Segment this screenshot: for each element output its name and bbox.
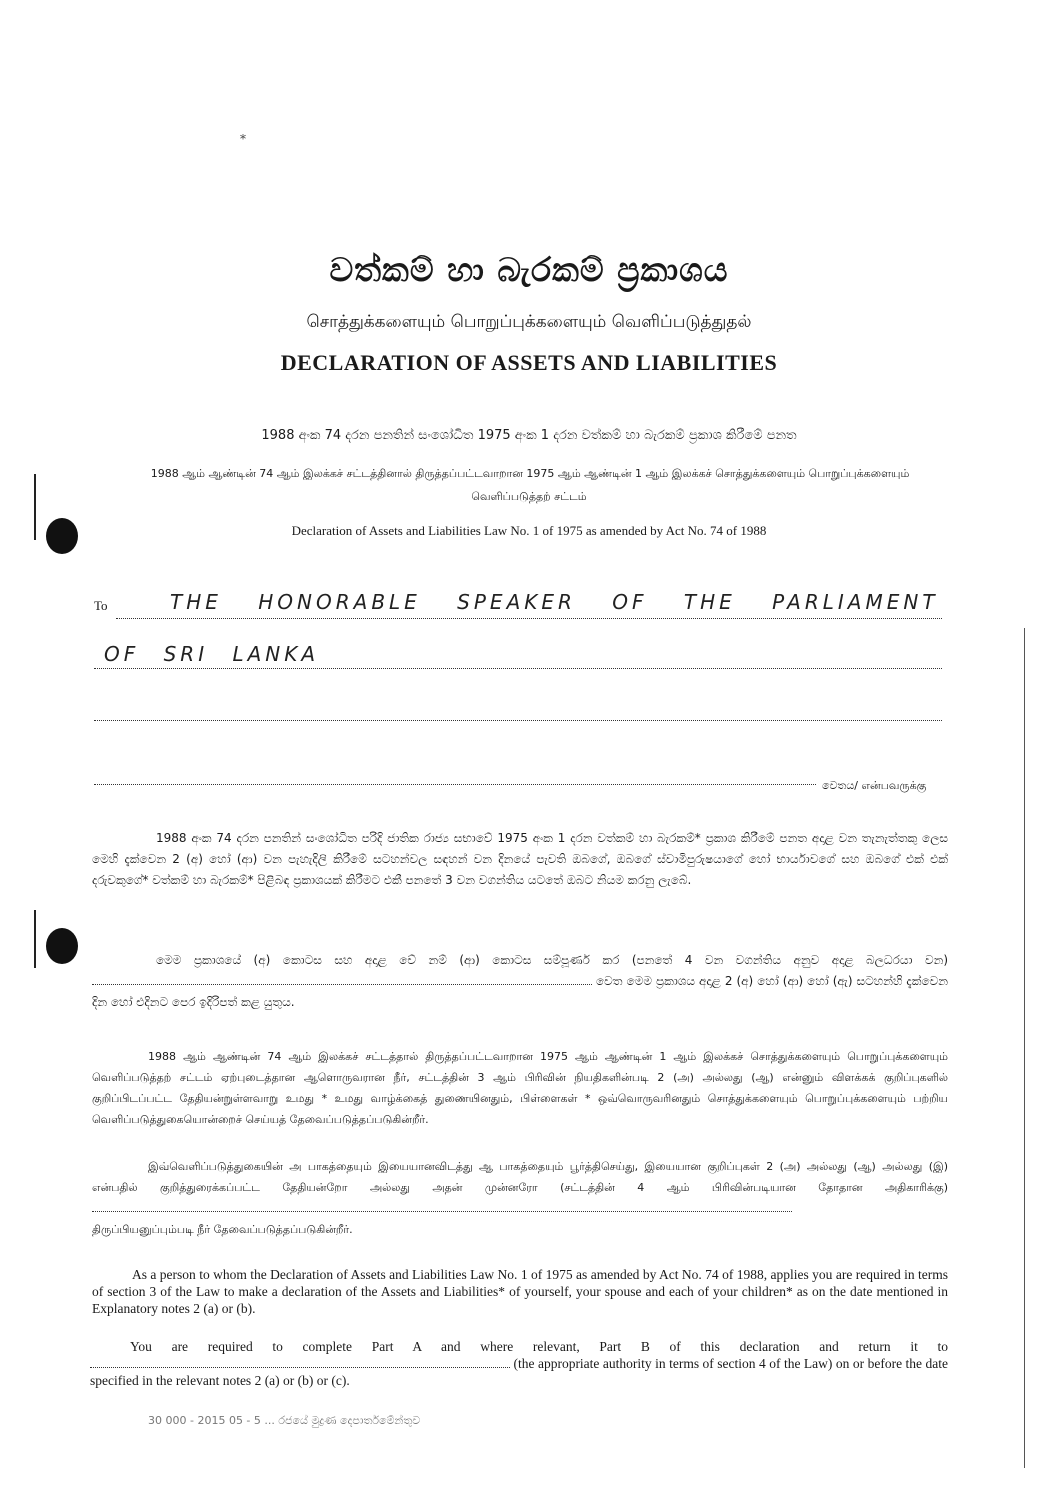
paragraph-tamil-1: 1988 ஆம் ஆண்டின் 74 ஆம் இலக்கச் சட்டத்தால் திருத்தப்பட்டவாறான 1975 ஆம் ஆண்டின் 1 ஆம் இலக்கச் சொத்துக்களையும் பொறுப்புக்களையும் வெளிப்படுத்தற் சட்டம் ஏற்புடைத்தான ஆளொருவரான நீர், சட்டத்தின் 3 ஆம் பிரிவின் நியதிகளின்படி 2 (அ) அல்லது (ஆ) என்னும் விளக்கக் குறிப்புகளில் குறிப்பிடப்பட்ட தேதியன்றுள்ளவாறு உமது * உமது வாழ்க்கைத் துணையினதும், பிள்ளைகள் * ஒவ்வொருவரினதும் சொத்துக்களையும் பொறுப்புக்களையும் பற்றிய வெளிப்படுத்துகையொன்றைச் செய்யத் தேவைப்படுத்தப்படுகின்றீர். — [92, 1050, 948, 1126]
address-line-4[interactable] — [94, 784, 816, 785]
law-reference-tamil-line1: 1988 ஆம் ஆண்டின் 74 ஆம் இலக்கச் சட்டத்தினால் திருத்தப்பட்டவாறான 1975 ஆம் ஆண்டின் 1 ஆம் இலக்கச் சொத்துக்களையும் பொறுப்புக்களையும் — [150, 467, 910, 480]
punch-hole-bottom — [46, 928, 78, 964]
address-line-3[interactable] — [94, 720, 942, 721]
address-line-1[interactable] — [116, 618, 942, 619]
address-handwritten-2: OF SRI LANKA — [104, 642, 320, 666]
paragraph-sinhala-2: මෙම ප්‍රකාශයේ (අ) කොටස සහ අදාළ වේ නම් (ආ) කොටස සම්පූර්ණ කර (පනතේ 4 වන වගන්තිය අනුව අදාළ බලධරයා වන) වෙත මෙම ප්‍රකාශය අදාළ 2 (අ) හෝ (ආ) හෝ (ඇ) සටහන්හි දැක්වෙන දින හෝ එදිනට පෙර ඉදිරිපත් කළ යුතුය. — [92, 953, 948, 1009]
title-sinhala: වත්කම් හා බැරකම් ප්‍රකාශය — [329, 250, 729, 289]
paragraph-tamil-2: இவ்வெளிப்படுத்துகையின் அ பாகத்தையும் இயையானவிடத்து ஆ பாகத்தையும் பூர்த்திசெய்து, இயையான குறிப்புகள் 2 (அ) அல்லது (ஆ) அல்லது (இ) என்பதில் குறித்துரைக்கப்பட்ட தேதியன்றோ அல்லது அதன் முன்னரோ (சட்டத்தின் 4 ஆம் பிரிவின்படியான தோதான அதிகாரிக்கு) திருப்பியனுப்பும்படி நீர் தேவைப்படுத்தப்படுகின்றீர். — [92, 1160, 948, 1236]
paragraph-english-1: As a person to whom the Declaration of Assets and Liabilities Law No. 1 of 1975 as amended by Act No. 74 of 1988, applies you are required in terms of section 3 of the Law to make a declaration of the Assets and Liabilities* of yourself, your spouse and each of your children* as on the date mentioned in Explanatory notes 2 (a) or (b). — [92, 1267, 948, 1316]
paragraph-english-2: You are required to complete Part A and where relevant, Part B of this declaration and return it to (the appropriate authority in terms of section 4 of the Law) on or before the date specified in the relevant notes 2 (a) or (b) or (c). — [90, 1339, 948, 1388]
paragraph-sinhala-1: 1988 අංක 74 දරන පනතින් සංශෝධිත පරිදි ජාතික රාජ්‍ය සභාවේ 1975 අංක 1 දරන වත්කම් හා බැරකම්* ප්‍රකාශ කිරීමේ පනත අදාළ වන තැනැත්තකු ලෙස මෙහි දැක්වෙන 2 (අ) හෝ (ආ) වන පැහැදිලි කිරීමේ සටහන්වල සඳහන් වන දිනයේ පැවති ඔබගේ, ඔබගේ ස්වාමිපුරුෂයාගේ හෝ භාර්යාවගේ සහ ඔබගේ එක් එක් දරුවකුගේ* වත්කම් හා බැරකම්* පිළිබඳ ප්‍රකාශයක් කිරීමට එකී පනතේ 3 වන වගන්තිය යටතේ ඔබට නියම කරනු ලැබේ. — [92, 831, 948, 887]
law-reference-english: Declaration of Assets and Liabilities Law No. 1 of 1975 as amended by Act No. 74 of 1988 — [291, 523, 767, 538]
law-reference-sinhala: 1988 අංක 74 දරන පනතින් සංශෝධිත 1975 අංක 1 දරන වත්කම් හා බැරකම් ප්‍රකාශ කිරීමේ පනත — [261, 428, 797, 443]
address-suffix: වෙතය/ என்பவருக்கு — [822, 779, 927, 792]
to-label: To — [94, 598, 108, 613]
address-handwritten-1: THE HONORABLE SPEAKER OF THE PARLIAMENT — [170, 590, 939, 614]
law-reference-tamil-line2: வெளிப்படுத்தற் சட்டம் — [471, 490, 587, 503]
margin-line-bottom — [34, 910, 36, 968]
authority-field-tamil[interactable] — [92, 1211, 792, 1212]
scan-speck: ⁎ — [240, 128, 246, 142]
margin-line-right — [1024, 628, 1025, 1468]
authority-field-sinhala[interactable] — [92, 984, 592, 985]
address-line-2[interactable] — [94, 668, 942, 669]
authority-field-english[interactable] — [90, 1367, 510, 1368]
printer-imprint: 30 000 - 2015 05 - 5 ... රජයේ මුද්‍රණ දෙපාර්තමේන්තුව — [148, 1414, 421, 1427]
title-english: DECLARATION OF ASSETS AND LIABILITIES — [280, 350, 778, 375]
title-tamil: சொத்துக்களையும் பொறுப்புக்களையும் வெளிப்படுத்துதல் — [306, 312, 752, 332]
